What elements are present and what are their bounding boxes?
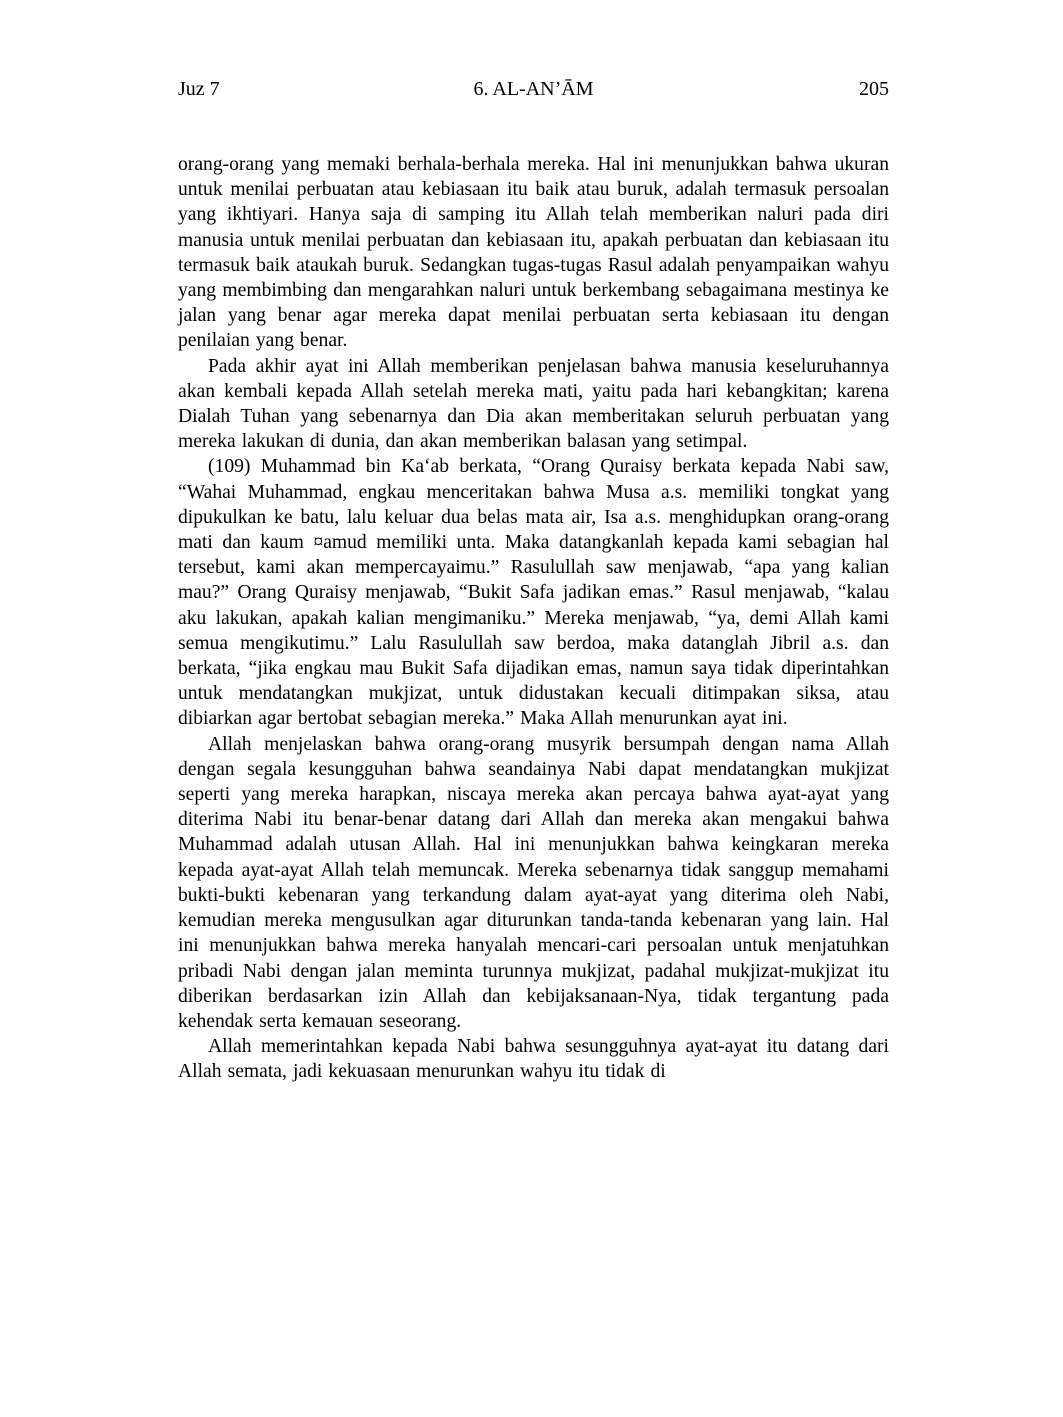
paragraph: Pada akhir ayat ini Allah memberikan penjelasan bahwa manusia keseluruhannya akan kembali kepada Allah setelah mereka mati, yaitu pada hari kebangkitan; karena Dialah Tuhan yang sebenarnya dan Dia akan memberitakan seluruh perbuatan yang mereka lakukan di dunia, dan akan memberikan balasan yang setimpal. bbox=[178, 355, 889, 453]
page-header bbox=[178, 76, 889, 104]
paragraph: Allah memerintahkan kepada Nabi bahwa sesungguhnya ayat-ayat itu datang dari Allah semata, jadi kekuasaan menurunkan wahyu itu tidak di bbox=[178, 1036, 889, 1083]
page-body bbox=[178, 152, 889, 1085]
surah-title: 6. AL-AN’ĀM bbox=[473, 78, 594, 100]
page-number: 205 bbox=[859, 78, 889, 100]
paragraph: Allah menjelaskan bahwa orang-orang musyrik bersumpah dengan nama Allah dengan segala kesungguhan bahwa seandainya Nabi dapat mendatangkan mukjizat seperti yang mereka harapkan, niscaya mereka akan percaya bahwa ayat-ayat yang diterima Nabi itu benar-benar datang dari Allah dan mereka akan mengakui bahwa Muhammad adalah utusan Allah. Hal ini menunjukkan bahwa keingkaran mereka kepada ayat-ayat Allah telah memuncak. Mereka sebenarnya tidak sanggup memahami bukti-bukti kebenaran yang terkandung dalam ayat-ayat yang diterima oleh Nabi, kemudian mereka mengusulkan agar diturunkan tanda-tanda kebenaran yang lain. Hal ini menunjukkan bahwa mereka hanyalah mencari-cari persoalan untuk menjatuhkan pribadi Nabi dengan jalan meminta turunnya mukjizat, padahal mukjizat-mukjizat itu diberikan berdasarkan izin Allah dan kebijaksanaan-Nya, tidak tergantung pada kehendak serta kemauan seseorang. bbox=[178, 733, 889, 1032]
paragraph: (109) Muhammad bin Ka‘ab berkata, “Orang Quraisy berkata kepada Nabi saw, “Wahai Muhammad, engkau menceritakan bahwa Musa a.s. memiliki tongkat yang dipukulkan ke batu, lalu keluar dua belas mata air, Isa a.s. menghidupkan orang-orang mati dan kaum ¤amud memiliki unta. Maka datangkanlah kepada kami sebagian hal tersebut, kami akan mempercayaimu.” Rasulullah saw menjawab, “apa yang kalian mau?” Orang Quraisy menjawab, “Bukit Safa jadikan emas.” Rasul menjawab, “kalau aku lakukan, apakah kalian mengimaniku.” Mereka menjawab, “ya, demi Allah kami semua mengikutimu.” Lalu Rasulullah saw berdoa, maka datanglah Jibril a.s. dan berkata, “jika engkau mau Bukit Safa dijadikan emas, namun saya tidak diperintahkan untuk mendatangkan mukjizat, untuk didustakan kecuali ditimpakan siksa, atau dibiarkan agar bertobat sebagian mereka.” Maka Allah menurunkan ayat ini. bbox=[178, 456, 889, 730]
juz-label: Juz 7 bbox=[178, 78, 220, 100]
paragraph: orang-orang yang memaki berhala-berhala mereka. Hal ini menunjukkan bahwa ukuran untuk menilai perbuatan atau kebiasaan itu baik atau buruk, adalah termasuk persoalan yang ikhtiyari. Hanya saja di samping itu Allah telah memberikan naluri pada diri manusia untuk menilai perbuatan dan kebiasaan itu, apakah perbuatan dan kebiasaan itu termasuk baik ataukah buruk. Sedangkan tugas-tugas Rasul adalah penyampaikan wahyu yang membimbing dan mengarahkan naluri untuk berkembang sebagaimana mestinya ke jalan yang benar agar mereka dapat menilai perbuatan serta kebiasaan itu dengan penilaian yang benar. bbox=[178, 154, 889, 352]
